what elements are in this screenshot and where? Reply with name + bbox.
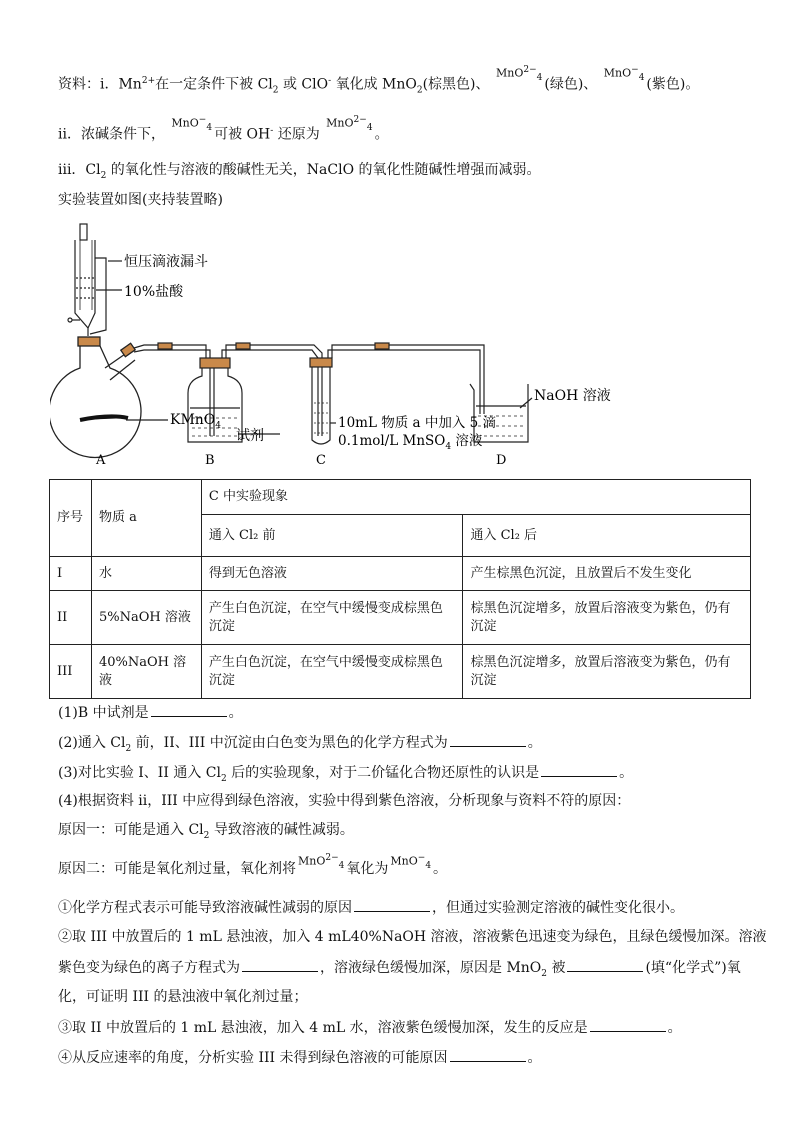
label-d: D <box>496 453 507 468</box>
header-before: 通入 Cl₂ 前 <box>201 515 463 557</box>
label-a: A <box>96 453 106 468</box>
acid-label: 10%盐酸 <box>124 284 184 300</box>
sub-question-4: ④从反应速率的角度，分析实验 III 未得到绿色溶液的可能原因 。 <box>58 1050 542 1066</box>
answer-blank[interactable] <box>450 733 526 747</box>
question-2: (2)通入 $Cl_2$ 前，II、III 中沉淀由白色变为黑色的化学方程式为 。 <box>58 735 542 754</box>
resource-i: 资料：i．$Mn^{2+}$在一定条件下被 $Cl_2$ 或 ClO- 氧化成 MnO$_2$(棕黑色)、 MnO$^{2-}_4$ (绿色)、 MnO−$_4$ (紫色)。 <box>58 65 700 96</box>
question-4: (4)根据资料 ii，III 中应得到绿色溶液，实验中得到紫色溶液，分析现象与资料不符的原因： <box>58 793 631 809</box>
experiment-table <box>49 479 751 699</box>
sub-question-3: ③取 II 中放置后的 1 mL 悬浊液，加入 4 mL 水，溶液紫色缓慢加深，发生的反应是 。 <box>58 1020 682 1036</box>
permanganate-ion-green: MnO$^{2-}_4$ <box>495 65 543 83</box>
permanganate-ion-purple: MnO−$_4$ <box>603 65 645 83</box>
bottle-b <box>188 358 280 442</box>
answer-blank[interactable] <box>354 898 430 912</box>
sub-question-1: ①化学方程式表示可能导致溶液碱性减弱的原因 ，但通过实验测定溶液的碱性变化很小。 <box>58 900 684 916</box>
header-substance: 物质 a <box>91 480 201 557</box>
flask-a <box>50 337 168 457</box>
reagent-label: 试剂 <box>236 428 264 444</box>
ion-mno4-minus: MnO−$_4$ <box>171 115 213 133</box>
header-no: 序号 <box>50 480 92 557</box>
reason-2: 原因二：可能是氧化剂过量，氧化剂将 MnO$^{2-}_4$ 氧化为 MnO−$_4$ 。 <box>58 853 448 877</box>
sub-question-2-line2: 紫色变为绿色的离子方程式为 ，溶液绿色缓慢加深，原因是 MnO$_2$ 被 (填“化学式”)氧 <box>58 960 741 979</box>
header-c-phenomena: C 中实验现象 <box>201 480 750 515</box>
ion-mno4-2minus: MnO$^{2-}_4$ <box>326 115 373 133</box>
answer-blank[interactable] <box>450 1048 526 1062</box>
answer-blank[interactable] <box>151 703 227 717</box>
c-label-2: 0.1mol/L MnSO$_4$ 溶液 <box>338 433 483 452</box>
pressure-funnel <box>68 224 122 336</box>
test-tube-c <box>310 358 336 444</box>
apparatus-diagram <box>50 218 650 468</box>
table-row: II 5%NaOH 溶液 产生白色沉淀，在空气中缓慢变成棕黑色沉淀 棕黑色沉淀增多，放置后溶液变为紫色，仍有沉淀 <box>50 591 751 645</box>
header-after: 通入 Cl₂ 后 <box>463 515 751 557</box>
table-row: I 水 得到无色溶液 产生棕黑色沉淀，且放置后不发生变化 <box>50 557 751 591</box>
kmno4-label: KMnO$_4$ <box>170 412 222 431</box>
answer-blank[interactable] <box>567 958 643 972</box>
answer-blank[interactable] <box>541 763 617 777</box>
resource-iii: iii．$Cl_2$ 的氧化性与溶液的酸碱性无关，NaClO 的氧化性随碱性增强而减弱。 <box>58 162 541 181</box>
sub-question-2-line1: ②取 III 中放置后的 1 mL 悬浊液，加入 4 mL40%NaOH 溶液，溶液紫色迅速变为绿色，且绿色缓慢加深。溶液 <box>58 929 767 945</box>
question-3: (3)对比实验 I、II 通入 $Cl_2$ 后的实验现象，对于二价锰化合物还原性的认识是 。 <box>58 765 634 784</box>
answer-blank[interactable] <box>590 1018 666 1032</box>
funnel-label: 恒压滴液漏斗 <box>124 254 208 270</box>
c-label-1: 10mL 物质 a 中加入 5 滴 <box>338 415 497 431</box>
answer-blank[interactable] <box>242 958 318 972</box>
ion-mno4-2minus: MnO$^{2-}_4$ <box>298 853 345 871</box>
resource-ii: ii．浓碱条件下， MnO−$_4$ 可被 OH- 还原为 MnO$^{2-}_4$ 。 <box>58 115 389 143</box>
setup-caption: 实验装置如图(夹持装置略) <box>58 192 223 208</box>
label-b: B <box>205 453 215 468</box>
naoh-label: NaOH 溶液 <box>534 388 611 404</box>
reason-1: 原因一：可能是通入 $Cl_2$ 导致溶液的碱性减弱。 <box>58 822 354 841</box>
sub-question-2-line3: 化，可证明 III 的悬浊液中氧化剂过量； <box>58 989 308 1005</box>
table-row: III 40%NaOH 溶液 产生白色沉淀，在空气中缓慢变成棕黑色沉淀 棕黑色沉淀增多，放置后溶液变为紫色，仍有沉淀 <box>50 645 751 699</box>
question-1: (1)B 中试剂是 。 <box>58 705 243 721</box>
label-c: C <box>316 453 326 468</box>
ion-mno4-minus: MnO−$_4$ <box>390 853 432 871</box>
